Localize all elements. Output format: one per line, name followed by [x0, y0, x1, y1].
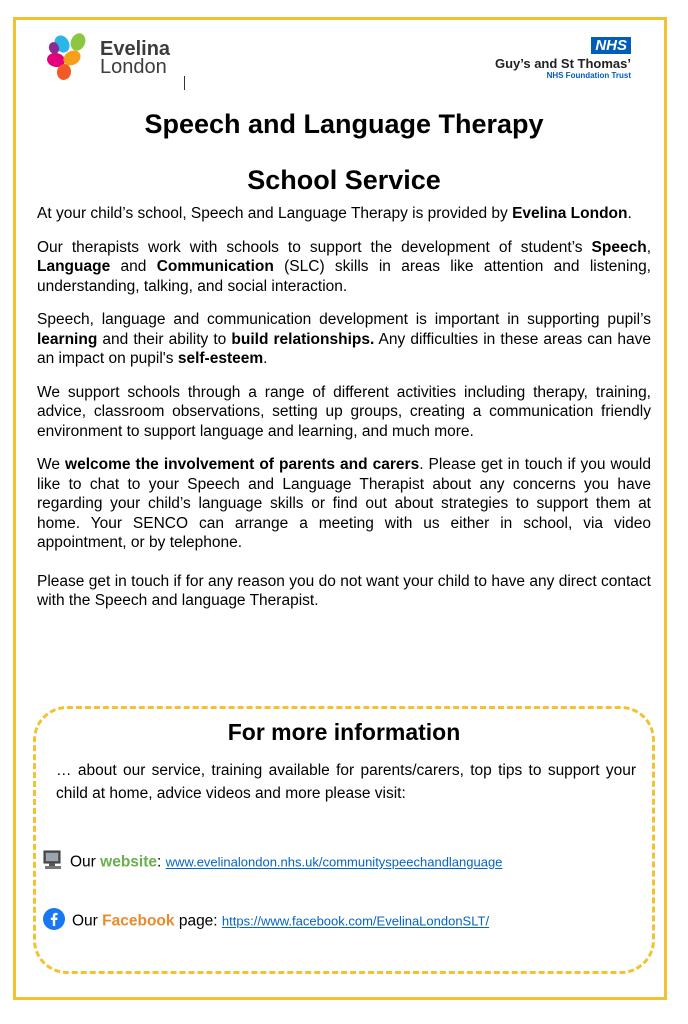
logo-divider	[184, 76, 185, 90]
paragraph-support: We support schools through a range of different activities including therapy, training, advice, classroom observations, setting up groups, creating a communication friendly environment to support language and learning, and much more.	[37, 383, 651, 440]
paragraph-intro: At your child’s school, Speech and Language Therapy is provided by Evelina London.	[37, 205, 632, 222]
nhs-trust-logo	[495, 37, 631, 80]
main-content	[37, 204, 651, 625]
paragraph-contact: Please get in touch if for any reason you do not want your child to have any direct contact with the Speech and language Therapist.	[37, 572, 651, 609]
paragraph-parents: We welcome the involvement of parents and carers. Please get in touch if you would like to chat to your Speech and Language Therapist about any concerns you have regarding your child’s language skills or find out about strategies to support them at home. Your SENCO can arrange a meeting with us either in school, via video appointment, or by telephone.	[37, 456, 651, 551]
nhs-foundation-trust: NHS Foundation Trust	[546, 71, 631, 80]
info-intro: … about our service, training available for parents/carers, top tips to support your child at home, advice videos and more please visit:	[56, 762, 636, 802]
computer-icon	[42, 849, 64, 876]
logo-name-line1: Evelina	[100, 38, 171, 60]
website-label: website	[100, 853, 158, 871]
website-link[interactable]: www.evelinalondon.nhs.uk/communityspeechandlanguage	[165, 854, 503, 870]
facebook-line: Our Facebook page: https://www.facebook.com/EvelinaLondonSLT/	[42, 907, 489, 936]
info-heading: For more information	[227, 719, 461, 745]
nhs-trust-name: Guy’s and St Thomas’	[494, 56, 631, 71]
more-information-box	[33, 706, 655, 974]
paragraph-development: Speech, language and communication development is important in supporting pupil’s learning and their ability to build relationships. Any difficulties in these areas can have an impact on pupil's self-esteem.	[37, 311, 651, 367]
title-line2: School Service	[247, 165, 441, 195]
facebook-icon	[42, 907, 66, 936]
title-line1: Speech and Language Therapy	[144, 109, 544, 139]
nhs-badge: NHS	[591, 37, 631, 54]
facebook-label: Facebook	[102, 912, 175, 930]
evelina-london-logo	[42, 28, 182, 88]
logo-name-line2: London	[100, 56, 167, 78]
paragraph-therapists: Our therapists work with schools to support the development of student’s Speech, Language and Communication (SLC) skills in areas like attention and listening, understanding, talking, and social interaction.	[37, 238, 651, 295]
flower-logo-icon	[42, 28, 98, 84]
website-line: Our website: www.evelinalondon.nhs.uk/communityspeechandlanguage	[42, 849, 502, 876]
page-title	[0, 96, 688, 208]
facebook-link[interactable]: https://www.facebook.com/EvelinaLondonSLT/	[221, 913, 490, 929]
